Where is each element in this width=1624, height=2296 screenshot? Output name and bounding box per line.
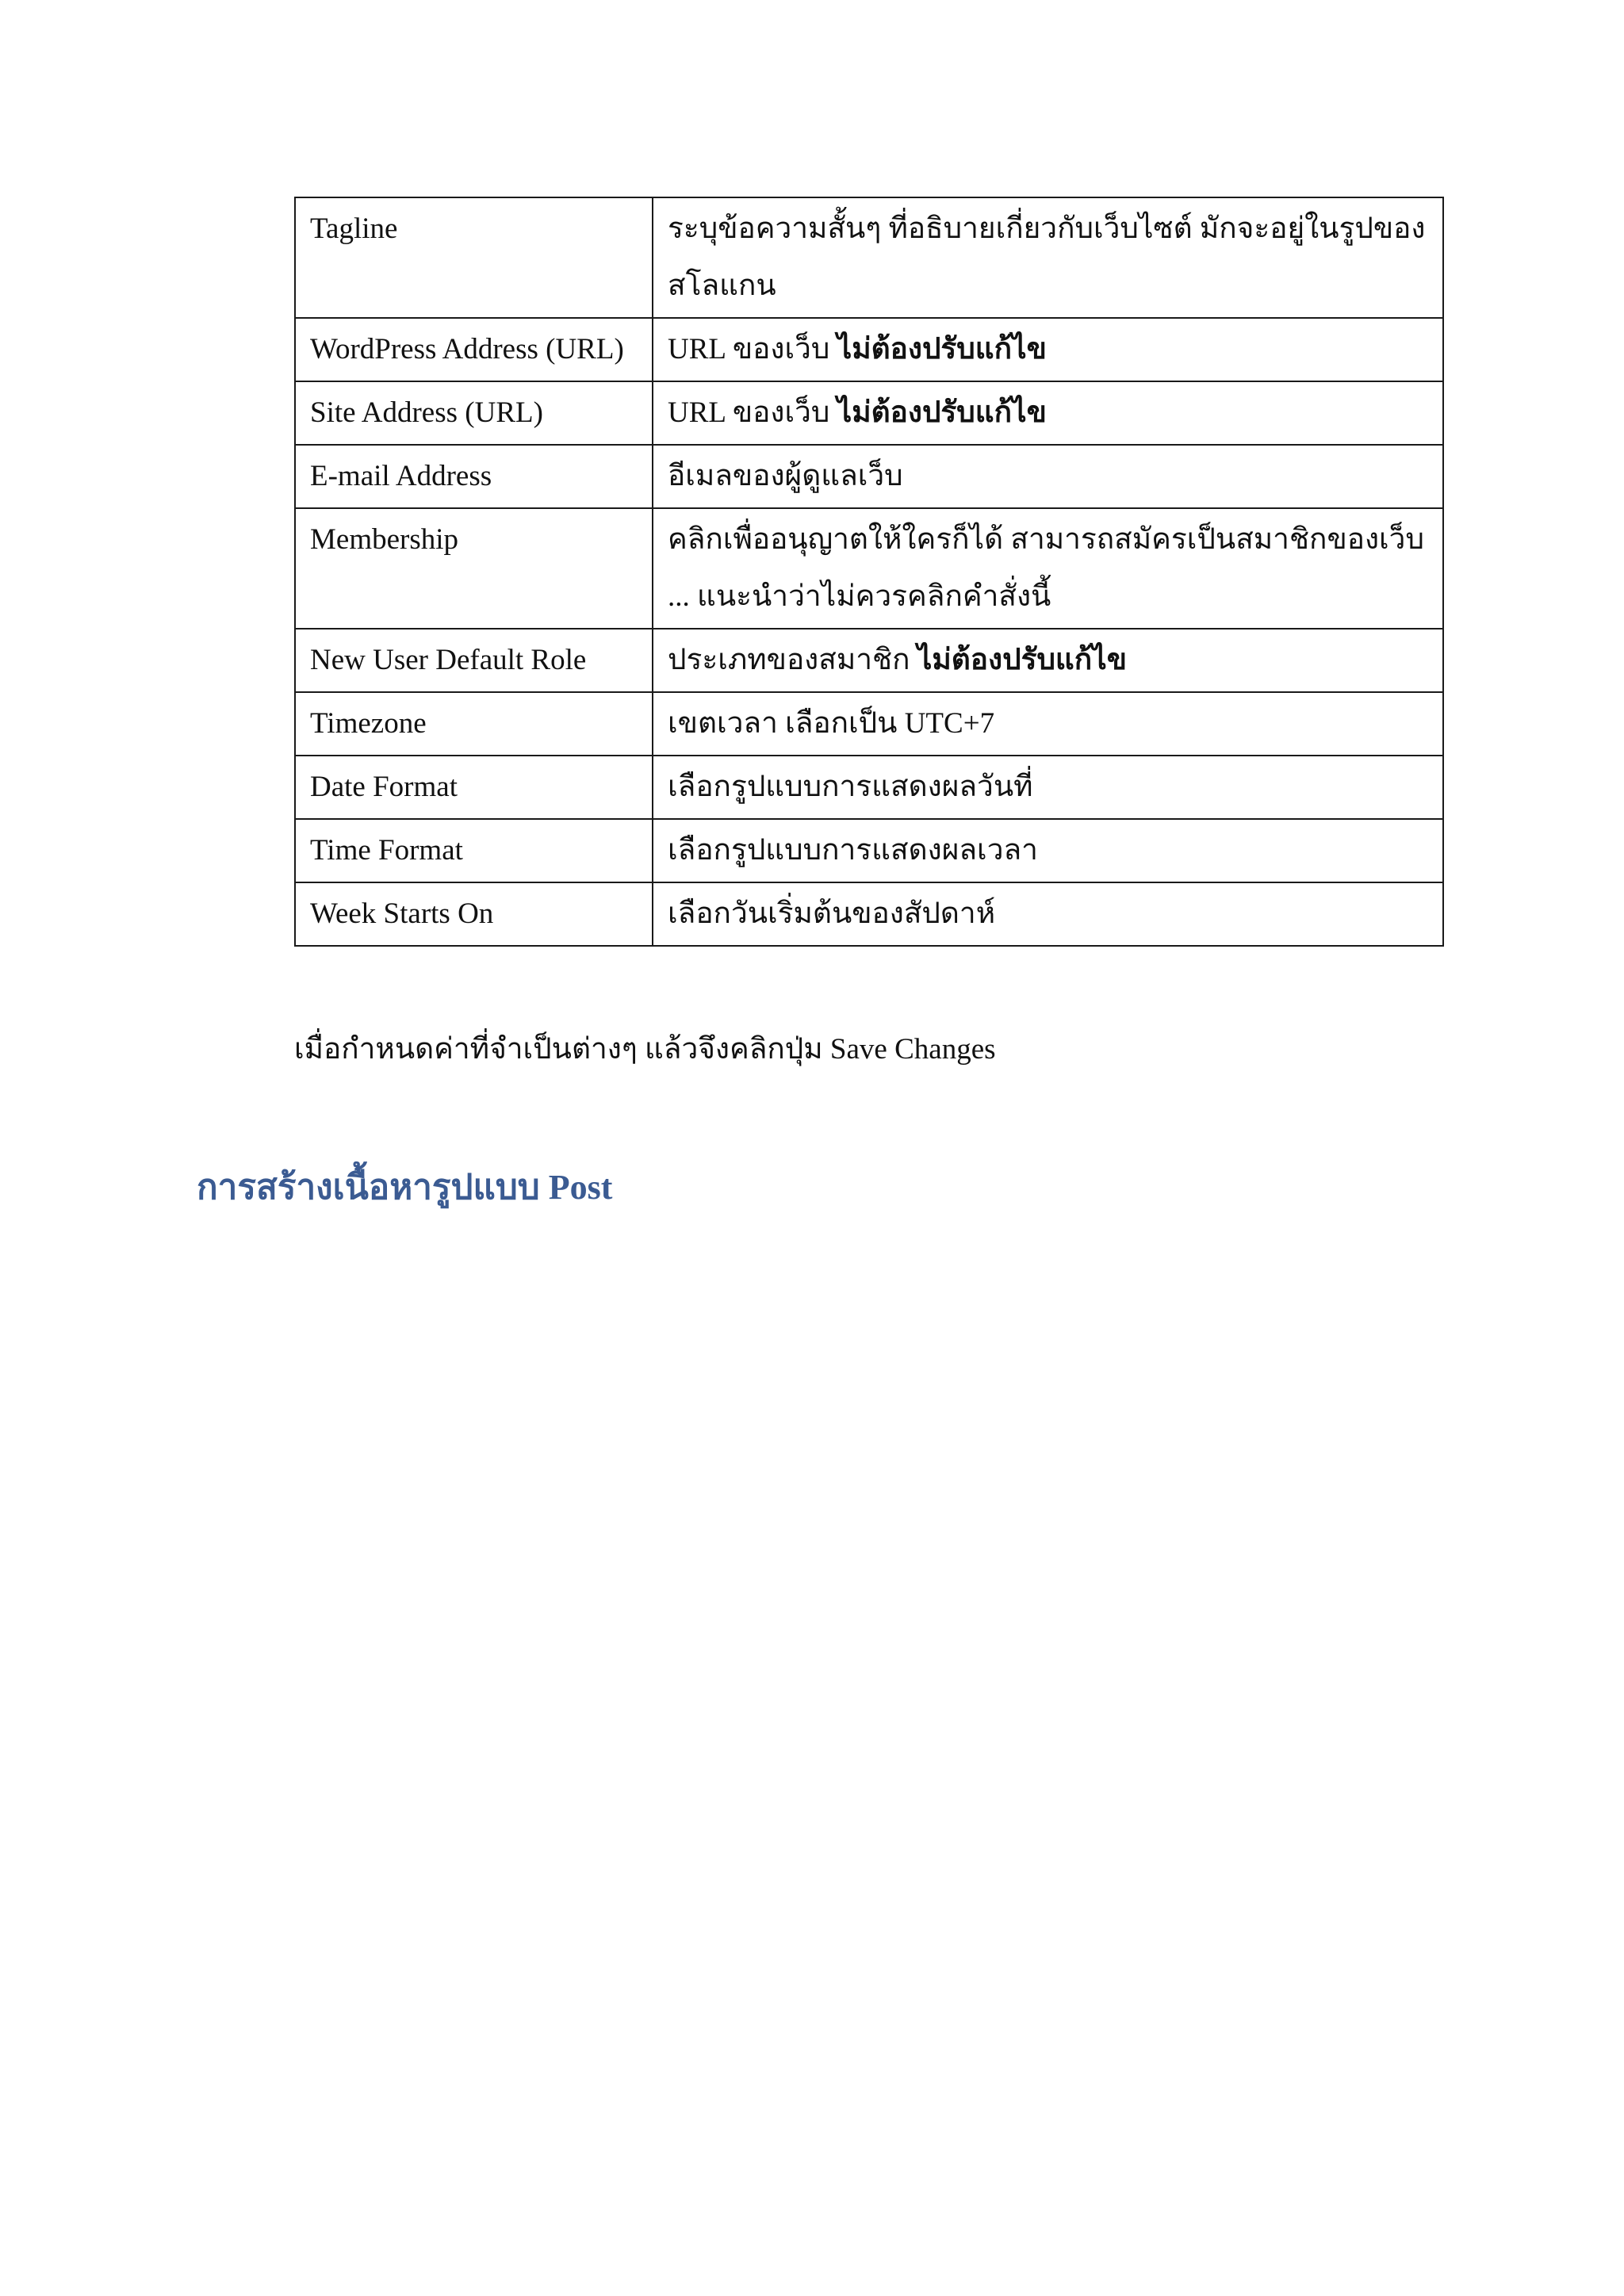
setting-description: URL ของเว็บ ไม่ต้องปรับแก้ไข [653,318,1443,381]
table-row [295,756,1443,819]
setting-description: คลิกเพื่ออนุญาตให้ใครก็ได้ สามารถสมัครเป็นสมาชิกของเว็บ ... แนะนำว่าไม่ควรคลิกคำสั่งนี้ [653,508,1443,629]
setting-name: Timezone [295,692,653,756]
table-row [295,318,1443,381]
setting-name: Membership [295,508,653,629]
setting-note: ไม่ต้องปรับแก้ไข [917,644,1128,676]
table-row [295,882,1443,946]
setting-description: เลือกรูปแบบการแสดงผลเวลา [653,819,1443,882]
setting-name: Tagline [295,197,653,318]
settings-table [294,197,1444,947]
table-row [295,197,1443,318]
setting-description: เลือกรูปแบบการแสดงผลวันที่ [653,756,1443,819]
table-row [295,508,1443,629]
setting-name: New User Default Role [295,629,653,692]
setting-name: Time Format [295,819,653,882]
setting-note: ไม่ต้องปรับแก้ไข [837,396,1047,429]
setting-name: E-mail Address [295,445,653,508]
section-heading: การสร้างเนื้อหารูปแบบ Post [197,1168,613,1207]
table-row [295,445,1443,508]
setting-description: อีเมลของผู้ดูแลเว็บ [653,445,1443,508]
table-row [295,381,1443,445]
setting-name: Week Starts On [295,882,653,946]
setting-note: ไม่ต้องปรับแก้ไข [837,333,1047,365]
table-row [295,819,1443,882]
setting-description: ระบุข้อความสั้นๆ ที่อธิบายเกี่ยวกับเว็บไซต์ มักจะอยู่ในรูปของสโลแกน [653,197,1443,318]
setting-name: WordPress Address (URL) [295,318,653,381]
table-row [295,692,1443,756]
table-row [295,629,1443,692]
setting-name: Date Format [295,756,653,819]
instruction-text: เมื่อกำหนดค่าที่จำเป็นต่างๆ แล้วจึงคลิกปุ่ม Save Changes [294,1033,996,1066]
setting-description: เลือกวันเริ่มต้นของสัปดาห์ [653,882,1443,946]
setting-description: URL ของเว็บ ไม่ต้องปรับแก้ไข [653,381,1443,445]
setting-description: ประเภทของสมาชิก ไม่ต้องปรับแก้ไข [653,629,1443,692]
setting-name: Site Address (URL) [295,381,653,445]
setting-description: เขตเวลา เลือกเป็น UTC+7 [653,692,1443,756]
